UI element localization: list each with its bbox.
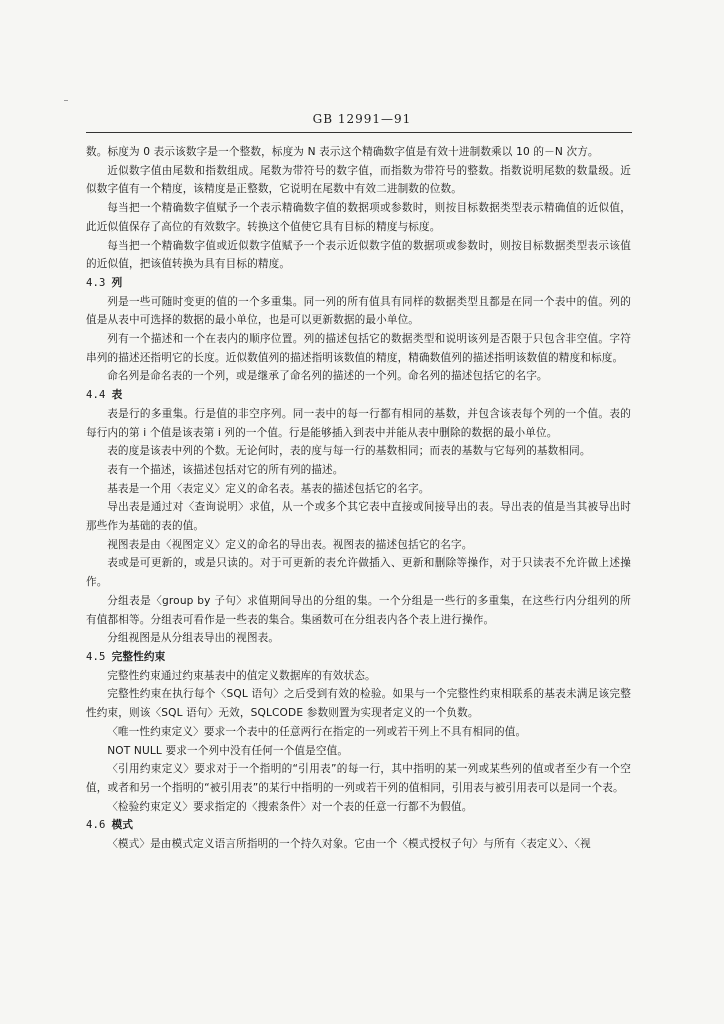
paragraph: 分组视图是从分组表导出的视图表。 bbox=[107, 632, 280, 645]
section-heading bbox=[86, 648, 631, 667]
paragraph: NOT NULL 要求一个列中没有任何一个值是空值。 bbox=[107, 744, 349, 757]
section-number: 4.6 bbox=[86, 819, 106, 832]
header-rule bbox=[86, 132, 632, 133]
paragraph: 表的度是该表中列的个数。无论何时，表的度与每一行的基数相同；而表的基数与它每列的基数相同。 bbox=[107, 445, 591, 458]
paragraph: 〈检验约束定义〉要求指定的〈搜索条件〉对一个表的任意一行都不为假值。 bbox=[107, 800, 473, 813]
section-number: 4.3 bbox=[86, 276, 106, 289]
section-title: 列 bbox=[111, 276, 123, 289]
paragraph: 完整性约束通过约束基表中的值定义数据库的有效状态。 bbox=[107, 669, 376, 682]
paragraph: 列有一个描述和一个在表内的顺序位置。列的描述包括它的数据类型和说明该列是否限于只包含非空值。字符串列的描述还指明它的长度。近似数值列的描述指明该数值的精度，精确数值列的描述指明该数值的精度和标度。 bbox=[86, 333, 631, 364]
paragraph: 每当把一个精确数字值赋予一个表示精确数字值的数据项或参数时，则按目标数据类型表示精确值的近似值，此近似值保存了高位的有效数字。转换这个值使它具有目标的精度与标度。 bbox=[86, 202, 631, 233]
section-title: 完整性约束 bbox=[111, 650, 166, 663]
paragraph: 〈唯一性约束定义〉要求一个表中的任意两行在指定的一列或若干列上不具有相同的值。 bbox=[107, 725, 527, 738]
document-body bbox=[86, 143, 631, 854]
paragraph: 表是行的多重集。行是值的非空序列。同一表中的每一行都有相同的基数，并包含该表每个列的一个值。表的每行内的第 i 个值是该表第 i 列的一个值。行是能够插入到表中并能从表中删除的数据的最小单位。 bbox=[86, 407, 631, 439]
section-number: 4.4 bbox=[86, 389, 106, 402]
paragraph: 视图表是由〈视图定义〉定义的命名的导出表。视图表的描述包括它的名字。 bbox=[107, 538, 473, 551]
paragraph: 列是一些可随时变更的值的一个多重集。同一列的所有值具有同样的数据类型且都是在同一个表中的值。列的值是从表中可选择的数据的最小单位，也是可以更新数据的最小单位。 bbox=[86, 295, 631, 327]
paragraph: 命名列是命名表的一个列，或是继承了命名列的描述的一个列。命名列的描述包括它的名字。 bbox=[107, 370, 548, 383]
section-heading bbox=[86, 816, 631, 835]
paragraph: 分组表是〈group by 子句〉求值期间导出的分组的集。一个分组是一些行的多重集，在这些行内分组列的所有值都相等。分组表可看作是一些表的集合。集函数可在分组表内各个表上进行操作。 bbox=[86, 594, 631, 626]
paragraph: 表有一个描述，该描述包括对它的所有列的描述。 bbox=[107, 463, 344, 476]
paragraph: 完整性约束在执行每个〈SQL 语句〉之后受到有效的检验。如果与一个完整性约束相联系的基表未满足该完整性约束，则该〈SQL 语句〉无效，SQLCODE 参数则置为实现者定义的一个负数。 bbox=[86, 688, 631, 720]
section-title: 模式 bbox=[111, 819, 134, 832]
section-number: 4.5 bbox=[86, 650, 106, 663]
paragraph: 表或是可更新的，或是只读的。对于可更新的表允许做插入、更新和删除等操作，对于只读表不允许做上述操作。 bbox=[86, 557, 631, 589]
paragraph: 〈模式〉是由模式定义语言所指明的一个持久对象。它由一个〈模式授权子句〉与所有〈表定义〉、〈视 bbox=[107, 838, 591, 851]
paragraph: 导出表是通过对〈查询说明〉求值，从一个或多个其它表中直接或间接导出的表。导出表的值是当其被导出时那些作为基础的表的值。 bbox=[86, 501, 631, 533]
paragraph: 近似数字值由尾数和指数组成。尾数为带符号的数字值，而指数为带符号的整数。指数说明尾数的数量级。近似数字值有一个精度，该精度是正整数，它说明在尾数中有效二进制数的位数。 bbox=[86, 164, 631, 196]
paragraph: 数。标度为 0 表示该数字是一个整数，标度为 N 表示这个精确数字值是有效十进制数乘以 10 的－N 次方。 bbox=[86, 146, 599, 158]
section-title: 表 bbox=[111, 389, 123, 402]
paragraph: 〈引用约束定义〉要求对于一个指明的“引用表”的每一行，其中指明的某一列或某些列的值或者至少有一个空值，或者和另一个指明的“被引用表”的某行中指明的一列或若干列的值相同，引用表与被引用表可以是同一个表。 bbox=[86, 763, 631, 794]
scan-speck bbox=[64, 100, 68, 101]
section-heading bbox=[86, 274, 631, 293]
paragraph: 每当把一个精确数字值或近似数字值赋予一个表示近似数字值的数据项或参数时，则按目标数据类型表示该值的近似值，把该值转换为具有目标的精度。 bbox=[86, 239, 631, 271]
page-header: GB 12991—91 bbox=[312, 112, 412, 126]
paragraph: 基表是一个用〈表定义〉定义的命名表。基表的描述包括它的名字。 bbox=[107, 482, 430, 495]
section-heading bbox=[86, 386, 631, 405]
